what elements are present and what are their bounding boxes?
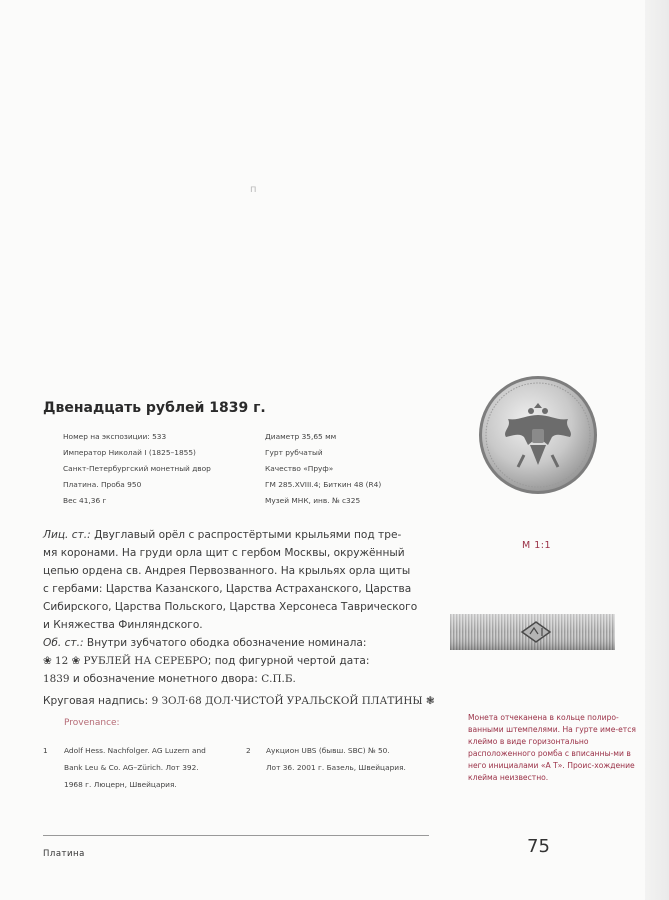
obverse-line: Двуглавый орёл с распростёртыми крыльями под тре-: [94, 529, 402, 541]
provenance-line: Adolf Hess. Nachfolger. AG Luzern and: [64, 746, 206, 755]
scale-label: М 1:1: [522, 540, 552, 551]
provenance-item: [64, 746, 206, 797]
spec-right-item: Музей МНК, инв. № с325: [265, 496, 361, 505]
provenance-heading: Provenance:: [64, 718, 120, 728]
provenance-line: 1968 г. Люцерн, Швейцария.: [64, 780, 177, 789]
reverse-line: Внутри зубчатого ободка обозначение номинала:: [86, 637, 367, 649]
spec-left-item: Император Николай I (1825–1855): [63, 448, 196, 457]
obverse-line: мя коронами. На груди орла щит с гербом Москвы, окружённый: [43, 547, 405, 559]
spec-left-item: Вес 41,36 г: [63, 496, 107, 505]
provenance-line: Bank Leu & Co. AG–Zürich. Лот 392.: [64, 763, 199, 772]
edge-inscription: [43, 694, 435, 708]
provenance-line: Лот 36. 2001 г. Базель, Швейцария.: [266, 763, 406, 772]
page-number: 75: [527, 836, 550, 857]
obverse-line: и Княжества Финляндского.: [43, 619, 203, 631]
reverse-denomination: ❀ 12 ❀ РУБЛЕЙ НА СЕРЕБРО: [43, 655, 208, 667]
spec-right-item: Качество «Пруф»: [265, 464, 334, 473]
reverse-line: и обозначение монетного двора:: [69, 673, 262, 685]
reverse-label: Об. ст.:: [43, 637, 84, 649]
footer-rule: [43, 835, 429, 836]
side-note: Монета отчеканена в кольце полиро-ванными штемпелями. На гурте име-ется клеймо в виде горизонтально расположенного ромба с вписанны-ми в него инициалами «А Т». Проис-хождение клейма неизвестно.: [468, 713, 636, 782]
obverse-label: Лиц. ст.:: [43, 529, 91, 541]
spec-left-item: Номер на экспозиции: 533: [63, 432, 167, 441]
spec-left-list: [63, 432, 211, 512]
stray-mark: п: [250, 184, 257, 195]
spec-left-item: Санкт-Петербургский монетный двор: [63, 464, 211, 473]
obverse-line: с гербами: Царства Казанского, Царства Астраханского, Царства: [43, 583, 412, 595]
spec-right-item: Гурт рубчатый: [265, 448, 323, 457]
provenance-item: [266, 746, 406, 780]
page-edge-shadow: [645, 0, 669, 900]
reverse-line: ; под фигурной чертой дата:: [207, 655, 370, 667]
provenance-line: Аукцион UBS (бывш. SBC) № 50.: [266, 746, 390, 755]
provenance-item-number: 2: [246, 746, 251, 755]
coin-edge-image: [450, 612, 615, 652]
obverse-description: [43, 528, 417, 636]
spec-right-list: [265, 432, 381, 512]
reverse-mint: С.П.Б.: [261, 673, 296, 685]
provenance-item-number: 1: [43, 746, 48, 755]
spec-right-item: Диаметр 35,65 мм: [265, 432, 337, 441]
reverse-description: [43, 636, 369, 690]
edge-inscription-label: Круговая надпись:: [43, 695, 152, 707]
obverse-line: Сибирского, Царства Польского, Царства Херсонеса Таврического: [43, 601, 418, 613]
obverse-line: цепью ордена св. Андрея Первозванного. На крыльях орла щиты: [43, 565, 411, 577]
footer-section-label: Платина: [43, 849, 85, 859]
coin-title: Двенадцать рублей 1839 г.: [43, 400, 266, 416]
edge-inscription-text: 9 ЗОЛ·68 ДОЛ·ЧИСТОЙ УРАЛЬСКОЙ ПЛАТИНЫ ❃: [151, 695, 435, 707]
reverse-date: 1839: [43, 673, 70, 685]
coin-obverse-image: [478, 375, 598, 495]
spec-left-item: Платина. Проба 950: [63, 480, 142, 489]
spec-right-item: ГМ 285.XVIII.4; Биткин 48 (R4): [265, 480, 382, 489]
